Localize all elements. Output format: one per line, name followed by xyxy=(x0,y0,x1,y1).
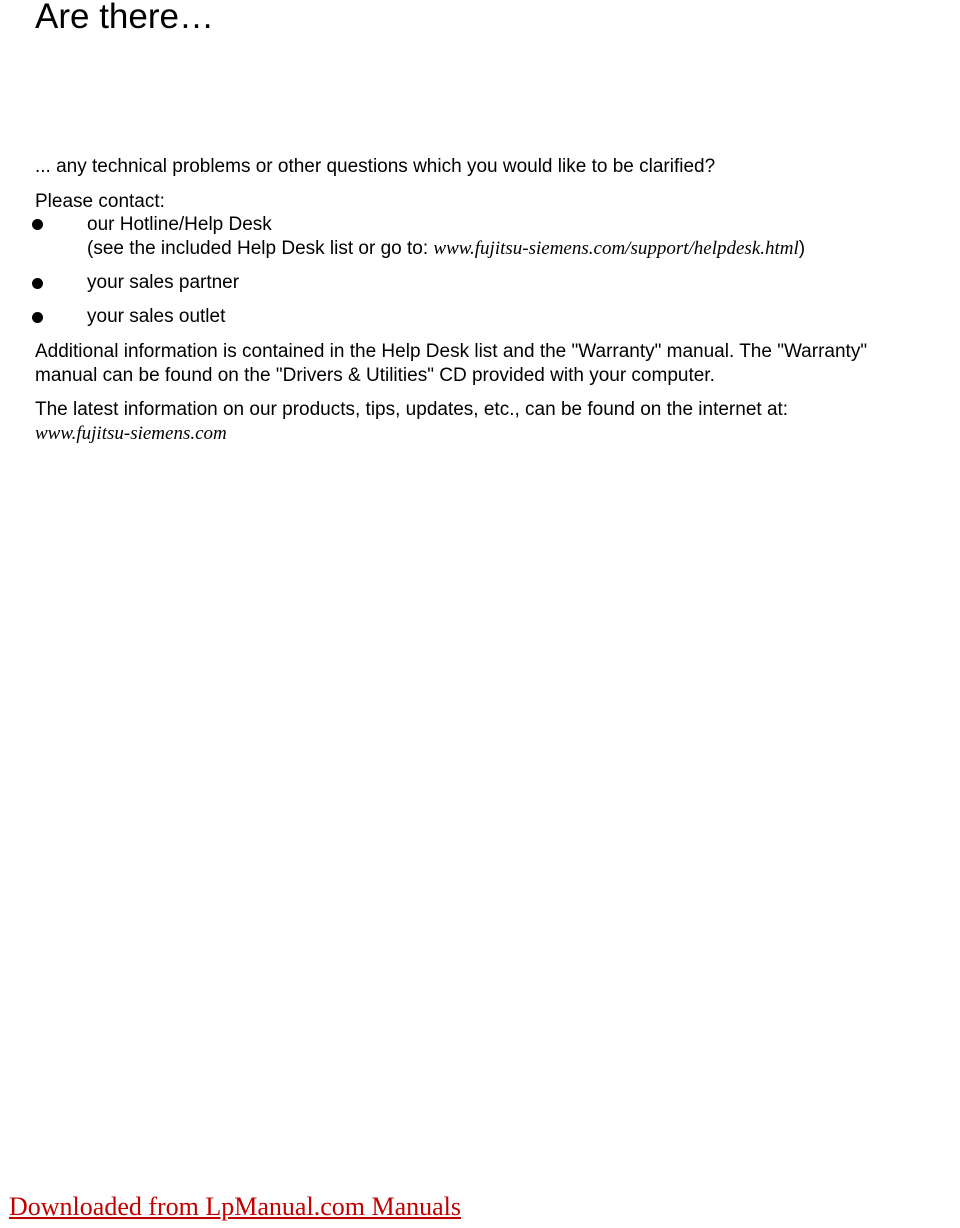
intro-text: ... any technical problems or other questions which you would like to be clarified? xyxy=(35,156,716,177)
page-title: Are there… xyxy=(35,0,214,36)
bullet-icon xyxy=(32,219,43,230)
helpdesk-url[interactable]: www.fujitsu-siemens.com/support/helpdesk.html xyxy=(433,238,799,259)
hotline-note-suffix: ) xyxy=(798,238,806,259)
hotline-note xyxy=(87,237,805,261)
hotline-note-prefix: (see the included Help Desk list or go to: xyxy=(87,238,434,259)
bullet-icon xyxy=(32,312,43,323)
contact-sales-outlet: your sales outlet xyxy=(87,306,226,327)
latest-info-text: The latest information on our products, tips, updates, etc., can be found on the internet at: xyxy=(35,399,789,420)
contact-label: Please contact: xyxy=(35,191,165,212)
additional-info-line1: Additional information is contained in the Help Desk list and the "Warranty" manual. The "Warranty" xyxy=(35,341,868,362)
additional-info-line2: manual can be found on the "Drivers & Utilities" CD provided with your computer. xyxy=(35,365,715,386)
contact-hotline: our Hotline/Help Desk xyxy=(87,214,272,235)
latest-info-url-line xyxy=(35,422,227,446)
fujitsu-siemens-url[interactable]: www.fujitsu-siemens.com xyxy=(35,423,227,444)
bullet-icon xyxy=(32,278,43,289)
contact-sales-partner: your sales partner xyxy=(87,272,240,293)
footer-download-link[interactable]: Downloaded from LpManual.com Manuals xyxy=(9,1192,462,1221)
